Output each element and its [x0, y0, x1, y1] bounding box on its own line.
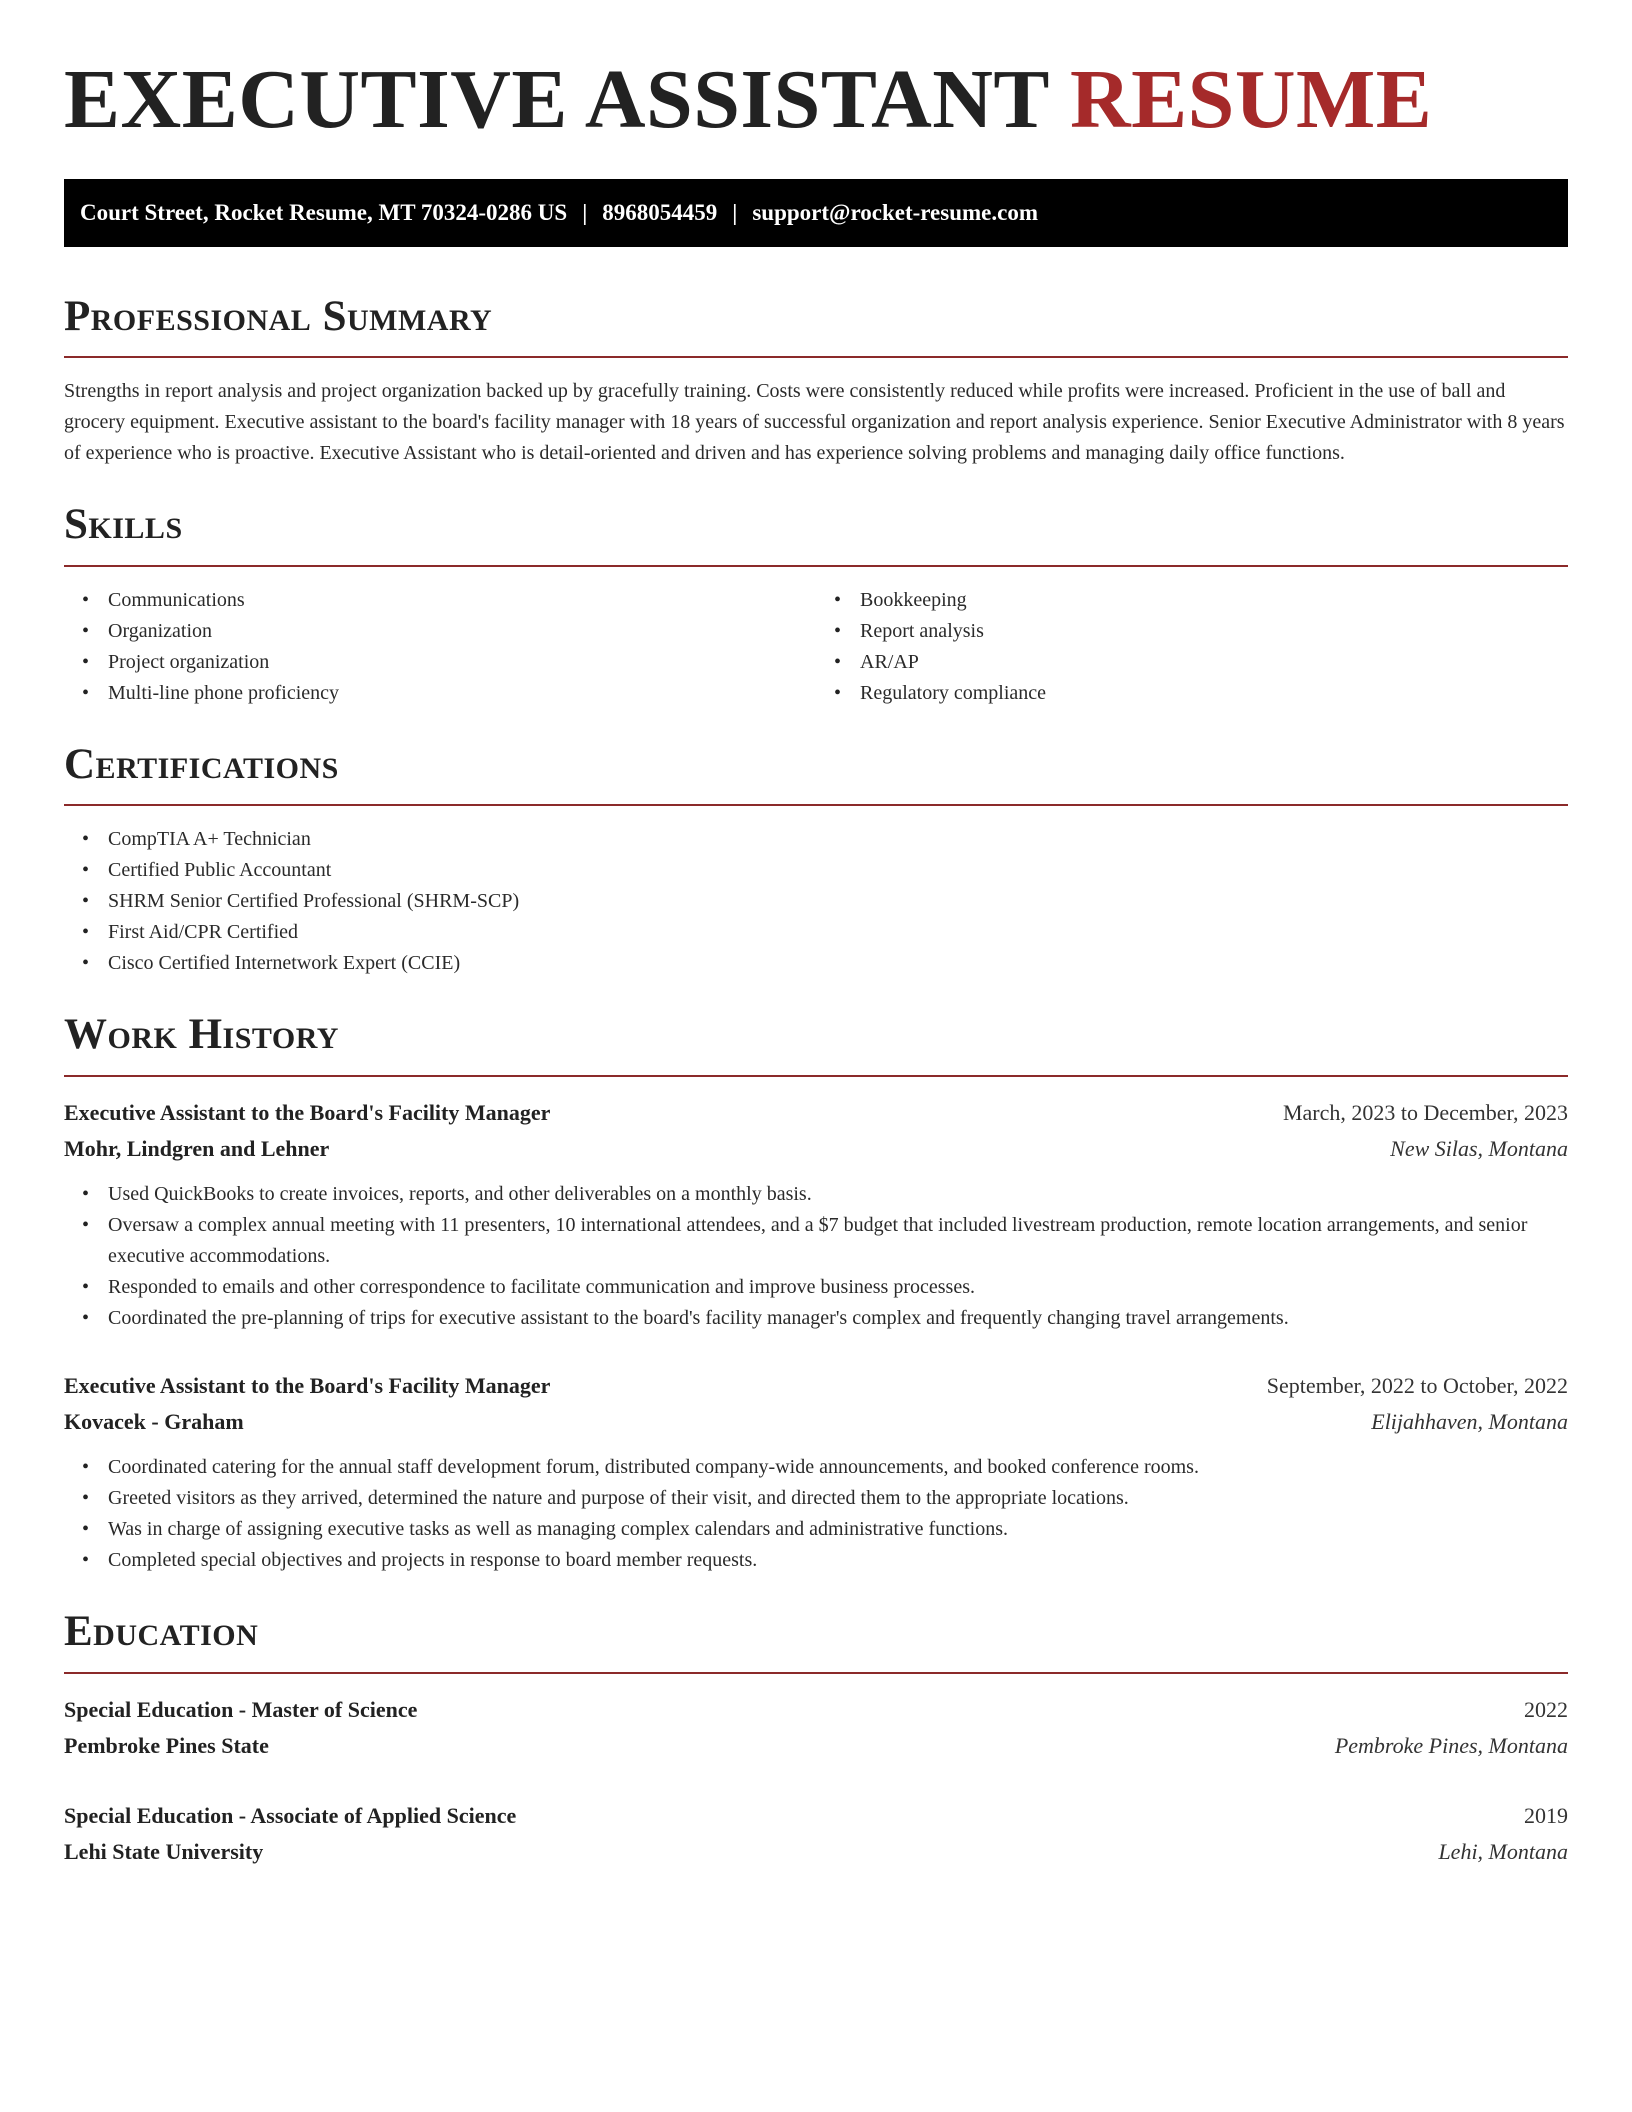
skills-list-right [816, 585, 1568, 709]
skill-item: • Communications [108, 585, 816, 616]
education-degree-row [64, 1692, 1568, 1728]
job-company: Kovacek - Graham [64, 1408, 244, 1434]
education-year: 2022 [1524, 1696, 1568, 1722]
contact-separator: | [732, 199, 738, 225]
work-history-heading: Work History [64, 1011, 339, 1059]
education-school: Lehi State University [64, 1838, 264, 1864]
skill-item: • Project organization [108, 647, 816, 678]
job-duty: • Was in charge of assigning executive tasks as well as managing complex calendars and administrative functions. [108, 1514, 1568, 1545]
certifications-section [64, 739, 1568, 980]
education-entry [64, 1798, 1568, 1870]
job-dates: September, 2022 to October, 2022 [1266, 1372, 1568, 1398]
skills-section [64, 499, 1568, 709]
certifications-heading: Certifications [64, 740, 339, 788]
skills-heading: Skills [64, 501, 183, 549]
education-school-row [64, 1728, 1568, 1764]
job-duty: • Coordinated the pre-planning of trips for executive assistant to the board's facility manager's complex and frequently changing travel arrangements. [108, 1303, 1568, 1334]
contact-address: Court Street, Rocket Resume, MT 70324-0286 US [80, 199, 568, 225]
job-company-row [64, 1131, 1568, 1167]
job-entry [64, 1368, 1568, 1576]
section-divider [64, 804, 1568, 806]
education-location: Lehi, Montana [1438, 1838, 1568, 1864]
education-location: Pembroke Pines, Montana [1334, 1732, 1568, 1758]
contact-phone: 8968054459 [602, 199, 718, 225]
job-duties-list [64, 1452, 1568, 1576]
summary-section [64, 291, 1568, 470]
title-accent: RESUME [1069, 53, 1433, 146]
job-location: Elijahhaven, Montana [1371, 1408, 1568, 1434]
work-history-section [64, 1009, 1568, 1576]
job-duty: • Coordinated catering for the annual staff development forum, distributed company-wide announcements, and booked conference rooms. [108, 1452, 1568, 1483]
certification-item: • Cisco Certified Internetwork Expert (CCIE) [108, 948, 1568, 979]
summary-heading: Professional Summary [64, 292, 493, 340]
certification-item: • Certified Public Accountant [108, 855, 1568, 886]
skills-list-left [64, 585, 816, 709]
skills-grid [64, 567, 1568, 709]
skill-item: • Report analysis [860, 616, 1568, 647]
education-heading: Education [64, 1607, 259, 1655]
certification-item: • SHRM Senior Certified Professional (SHRM-SCP) [108, 886, 1568, 917]
job-duty: • Completed special objectives and projects in response to board member requests. [108, 1545, 1568, 1576]
education-year: 2019 [1524, 1802, 1568, 1828]
education-school: Pembroke Pines State [64, 1732, 269, 1758]
resume-title [64, 52, 1568, 149]
education-degree-row [64, 1798, 1568, 1834]
skill-item: • Multi-line phone proficiency [108, 678, 816, 709]
job-company: Mohr, Lindgren and Lehner [64, 1135, 330, 1161]
job-duty: • Responded to emails and other correspondence to facilitate communication and improve business processes. [108, 1272, 1568, 1303]
job-location: New Silas, Montana [1390, 1135, 1568, 1161]
education-school-row [64, 1834, 1568, 1870]
education-entry [64, 1692, 1568, 1764]
job-duty: • Greeted visitors as they arrived, determined the nature and purpose of their visit, and directed them to the appropriate locations. [108, 1483, 1568, 1514]
contact-separator: | [582, 199, 588, 225]
job-duties-list [64, 1179, 1568, 1334]
certifications-list [64, 824, 1568, 979]
contact-email: support@rocket-resume.com [752, 199, 1038, 225]
education-degree: Special Education - Associate of Applied Science [64, 1802, 517, 1828]
contact-bar [64, 179, 1568, 247]
skill-item: • AR/AP [860, 647, 1568, 678]
job-company-row [64, 1404, 1568, 1440]
skill-item: • Regulatory compliance [860, 678, 1568, 709]
education-degree: Special Education - Master of Science [64, 1696, 418, 1722]
job-duty: • Oversaw a complex annual meeting with 11 presenters, 10 international attendees, and a $7 budget that included livestream production, remote location arrangements, and senior executive accommodations. [108, 1210, 1568, 1272]
job-title: Executive Assistant to the Board's Facility Manager [64, 1099, 551, 1125]
summary-text: Strengths in report analysis and project organization backed up by gracefully training. Costs were consistently reduced while profits were increased. Proficient in the use of ball and grocery equipment. Executive assistant to the board's facility manager with 18 years of successful organization and report analysis experience. Senior Executive Administrator with 8 years of experience who is proactive. Executive Assistant who is detail-oriented and driven and has experience solving problems and managing daily office functions. [64, 380, 1565, 465]
skill-item: • Bookkeeping [860, 585, 1568, 616]
certification-item: • CompTIA A+ Technician [108, 824, 1568, 855]
job-title: Executive Assistant to the Board's Facility Manager [64, 1372, 551, 1398]
title-main: EXECUTIVE ASSISTANT [64, 53, 1049, 146]
certification-item: • First Aid/CPR Certified [108, 917, 1568, 948]
skill-item: • Organization [108, 616, 816, 647]
job-duty: • Used QuickBooks to create invoices, reports, and other deliverables on a monthly basis. [108, 1179, 1568, 1210]
job-header-row [64, 1095, 1568, 1131]
job-entry [64, 1095, 1568, 1334]
job-header-row [64, 1368, 1568, 1404]
job-dates: March, 2023 to December, 2023 [1282, 1099, 1568, 1125]
section-divider [64, 1672, 1568, 1674]
section-divider [64, 1075, 1568, 1077]
education-section [64, 1606, 1568, 1870]
section-divider [64, 356, 1568, 358]
